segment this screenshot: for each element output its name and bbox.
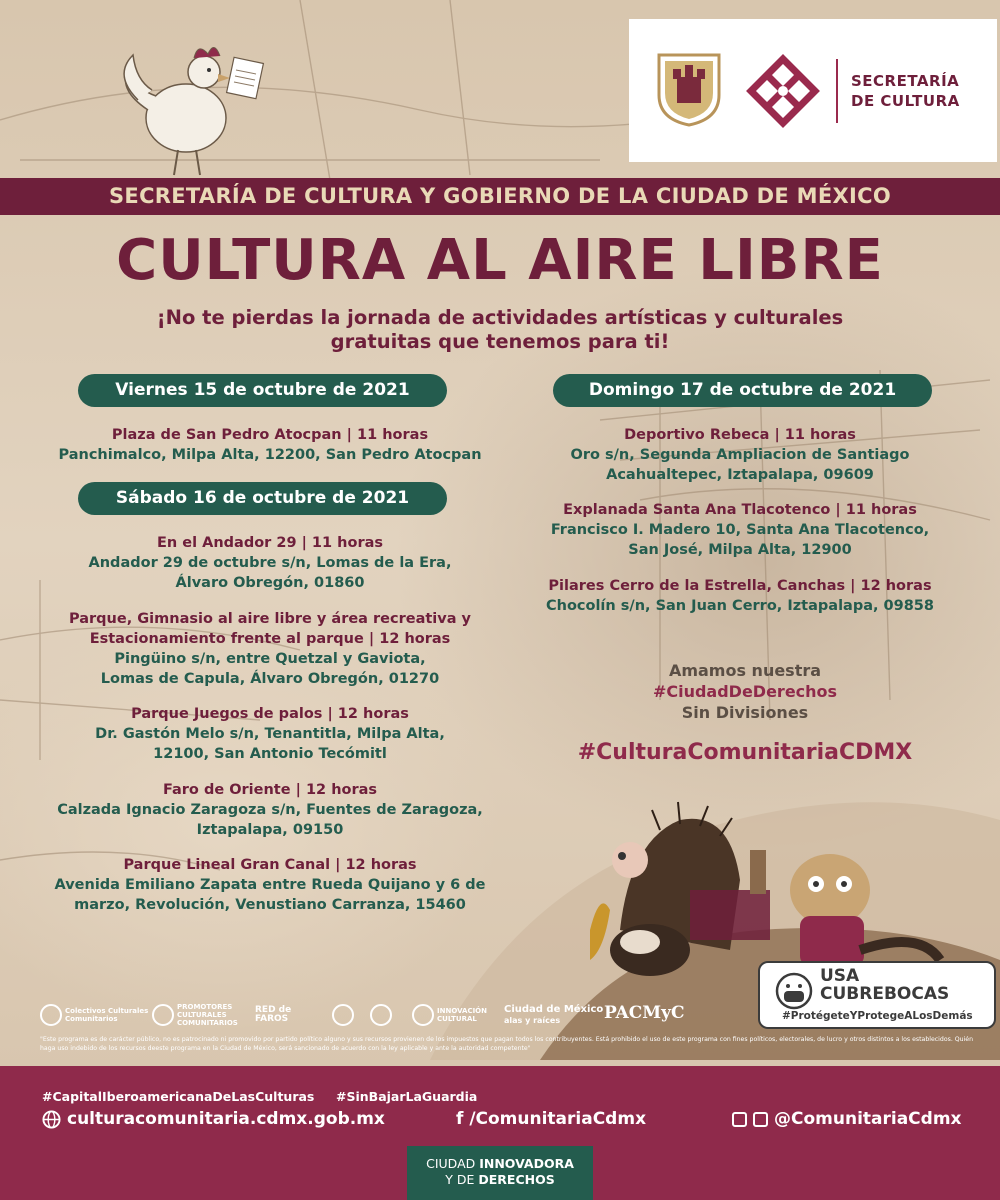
event-title: Pilares Cerro de la Estrella, Canchas | 12 horas bbox=[548, 578, 932, 594]
cdmx-shield-icon bbox=[655, 51, 723, 127]
secretaria-logo-text bbox=[851, 71, 960, 111]
event-address: Andador 29 de octubre s/n, Lomas de la Era, bbox=[88, 555, 452, 571]
subtitle-line2: gratuitas que tenemos para ti! bbox=[330, 330, 670, 353]
partner-stamp-1 bbox=[332, 1000, 358, 1030]
event-address: Oro s/n, Segunda Ampliacion de Santiago bbox=[570, 447, 910, 463]
day-pill-sunday: Domingo 17 de octubre de 2021 bbox=[553, 374, 932, 407]
event-saturday-2 bbox=[20, 609, 520, 689]
header-band-text: SECRETARÍA DE CULTURA Y GOBIERNO DE LA CIUDAD DE MÉXICO bbox=[109, 184, 891, 208]
event-address: Pingüino s/n, entre Quetzal y Gaviota, bbox=[114, 651, 426, 667]
event-address: Calzada Ignacio Zaragoza s/n, Fuentes de Zaragoza, bbox=[57, 802, 483, 818]
partner-innovacion bbox=[412, 1000, 492, 1030]
event-saturday-5 bbox=[20, 855, 520, 915]
event-friday-1 bbox=[40, 425, 500, 465]
partner-red-faros bbox=[255, 1000, 325, 1030]
day-pill-friday: Viernes 15 de octubre de 2021 bbox=[78, 374, 447, 407]
youtube-icon bbox=[753, 1112, 768, 1127]
badge-line1-b: INNOVADORA bbox=[479, 1156, 574, 1171]
event-address: Avenida Emiliano Zapata entre Rueda Quijano y 6 de bbox=[54, 877, 486, 893]
event-address: marzo, Revolución, Venustiano Carranza, 15460 bbox=[74, 897, 466, 913]
partner-label: Colectivos Culturales Comunitarios bbox=[65, 1007, 149, 1023]
footer-hashtag-1: #CapitalIberoamericanaDeLasCulturas bbox=[42, 1089, 315, 1104]
gear-icon bbox=[412, 1004, 434, 1026]
subtitle-line1: ¡No te pierdas la jornada de actividades artísticas y culturales bbox=[156, 306, 844, 329]
event-title: Parque, Gimnasio al aire libre y área recreativa y bbox=[69, 611, 471, 627]
event-address: 12100, San Antonio Tecómitl bbox=[153, 746, 387, 762]
social-text: @ComunitariaCdmx bbox=[774, 1109, 962, 1129]
day-pill-saturday: Sábado 16 de octubre de 2021 bbox=[78, 482, 447, 515]
legal-fine-print: "Este programa es de carácter público, no es patrocinado ni promovido por partido político alguno y sus recursos provienen de los impuestos que pagan todos los contribuyentes. Está prohibido el uso de este programa con fines políticos, electorales, de lucro y otros distintos a los establecidos. Quién haga uso indebido de los recursos deeste programa en la Ciudad de México, será sancionado de acuerdo con la ley aplicable y ante la autoridad competente" bbox=[40, 1036, 974, 1052]
mask-badge bbox=[758, 961, 996, 1029]
campaign-hashtag: #CiudadDeDerechos bbox=[652, 682, 838, 701]
event-title: Explanada Santa Ana Tlacotenco | 11 horas bbox=[563, 502, 917, 518]
partner-label: INNOVACIÓN CULTURAL bbox=[437, 1007, 487, 1023]
hand-icon bbox=[152, 1004, 174, 1026]
event-title: Plaza de San Pedro Atocpan | 11 horas bbox=[111, 427, 429, 443]
footer-hashtag-2: #SinBajarLaGuardia bbox=[336, 1089, 478, 1104]
event-sunday-1 bbox=[520, 425, 960, 485]
event-address: Francisco I. Madero 10, Santa Ana Tlacotenco, bbox=[550, 522, 930, 538]
mask-hashtag: #ProtégeteYProtegeALosDemás bbox=[782, 1010, 973, 1022]
partner-colectivos bbox=[40, 1000, 150, 1030]
ciudad-innovadora-badge bbox=[407, 1146, 593, 1200]
mask-line2: CUBREBOCAS bbox=[820, 984, 950, 1004]
rooster-illustration bbox=[108, 30, 278, 180]
subtitle bbox=[100, 306, 900, 354]
partner-label: Ciudad de México bbox=[504, 1004, 604, 1015]
campaign-line1: Amamos nuestra bbox=[668, 661, 822, 680]
facebook-text: f /ComunitariaCdmx bbox=[456, 1109, 647, 1129]
badge-line2-a: Y DE bbox=[445, 1172, 475, 1187]
event-title: Parque Juegos de palos | 12 horas bbox=[131, 706, 409, 722]
event-address: Chocolín s/n, San Juan Cerro, Iztapalapa, 09858 bbox=[545, 598, 934, 614]
cultura-knot-icon bbox=[745, 53, 821, 129]
main-title: CULTURA AL AIRE LIBRE bbox=[116, 228, 884, 293]
footer-facebook-link[interactable] bbox=[456, 1108, 646, 1130]
partner-sublabel: alas y raíces bbox=[504, 1016, 561, 1025]
campaign-text bbox=[560, 660, 930, 723]
footer-website-link[interactable] bbox=[42, 1108, 385, 1130]
event-address: Acahualtepec, Iztapalapa, 09609 bbox=[606, 467, 874, 483]
bus-icon bbox=[40, 1004, 62, 1026]
partner-label: PROMOTORES CULTURALES COMUNITARIOS bbox=[177, 1003, 238, 1027]
event-address: Dr. Gastón Melo s/n, Tenantitla, Milpa Alta, bbox=[95, 726, 445, 742]
mask-line1: USA bbox=[820, 966, 860, 986]
big-hashtag: #CulturaComunitariaCDMX bbox=[577, 740, 913, 765]
seal-icon bbox=[370, 1004, 392, 1026]
event-title: Deportivo Rebeca | 11 horas bbox=[624, 427, 856, 443]
secretaria-logo-box bbox=[629, 19, 997, 162]
stamp-icon bbox=[332, 1004, 354, 1026]
event-title: En el Andador 29 | 11 horas bbox=[156, 535, 384, 551]
event-address: Panchimalco, Milpa Alta, 12200, San Pedro Atocpan bbox=[58, 447, 482, 463]
website-text: culturacomunitaria.cdmx.gob.mx bbox=[67, 1109, 385, 1129]
instagram-icon bbox=[732, 1112, 747, 1127]
event-title: Parque Lineal Gran Canal | 12 horas bbox=[123, 857, 417, 873]
partner-promotores bbox=[152, 1000, 252, 1030]
footer-social-link[interactable] bbox=[732, 1108, 962, 1130]
event-address: Álvaro Obregón, 01860 bbox=[175, 575, 365, 591]
logo-divider bbox=[836, 59, 838, 123]
campaign-line3: Sin Divisiones bbox=[681, 703, 809, 722]
partner-label: RED de FAROS bbox=[255, 1005, 292, 1024]
partner-pacmyc: PACMyC bbox=[604, 1003, 685, 1023]
badge-line2-b: DERECHOS bbox=[478, 1172, 555, 1187]
badge-line2 bbox=[407, 1172, 593, 1188]
badge-line1 bbox=[407, 1156, 593, 1172]
event-saturday-3 bbox=[20, 704, 520, 764]
badge-text bbox=[407, 1156, 593, 1188]
badge-line1-a: CIUDAD bbox=[426, 1156, 476, 1171]
event-sunday-2 bbox=[520, 500, 960, 560]
event-address: Iztapalapa, 09150 bbox=[196, 822, 344, 838]
event-sunday-3 bbox=[520, 576, 960, 616]
event-saturday-1 bbox=[20, 533, 520, 593]
face-mask-icon bbox=[774, 971, 814, 1011]
event-address: San José, Milpa Alta, 12900 bbox=[628, 542, 852, 558]
partner-stamp-2 bbox=[370, 1000, 400, 1030]
event-title: Faro de Oriente | 12 horas bbox=[162, 782, 378, 798]
globe-icon bbox=[42, 1110, 61, 1129]
logo-text-line1: SECRETARÍA bbox=[851, 72, 960, 90]
logo-text-line2: DE CULTURA bbox=[851, 92, 960, 110]
event-title: Estacionamiento frente al parque | 12 horas bbox=[89, 631, 451, 647]
event-address: Lomas de Capula, Álvaro Obregón, 01270 bbox=[100, 671, 440, 687]
event-saturday-4 bbox=[20, 780, 520, 840]
